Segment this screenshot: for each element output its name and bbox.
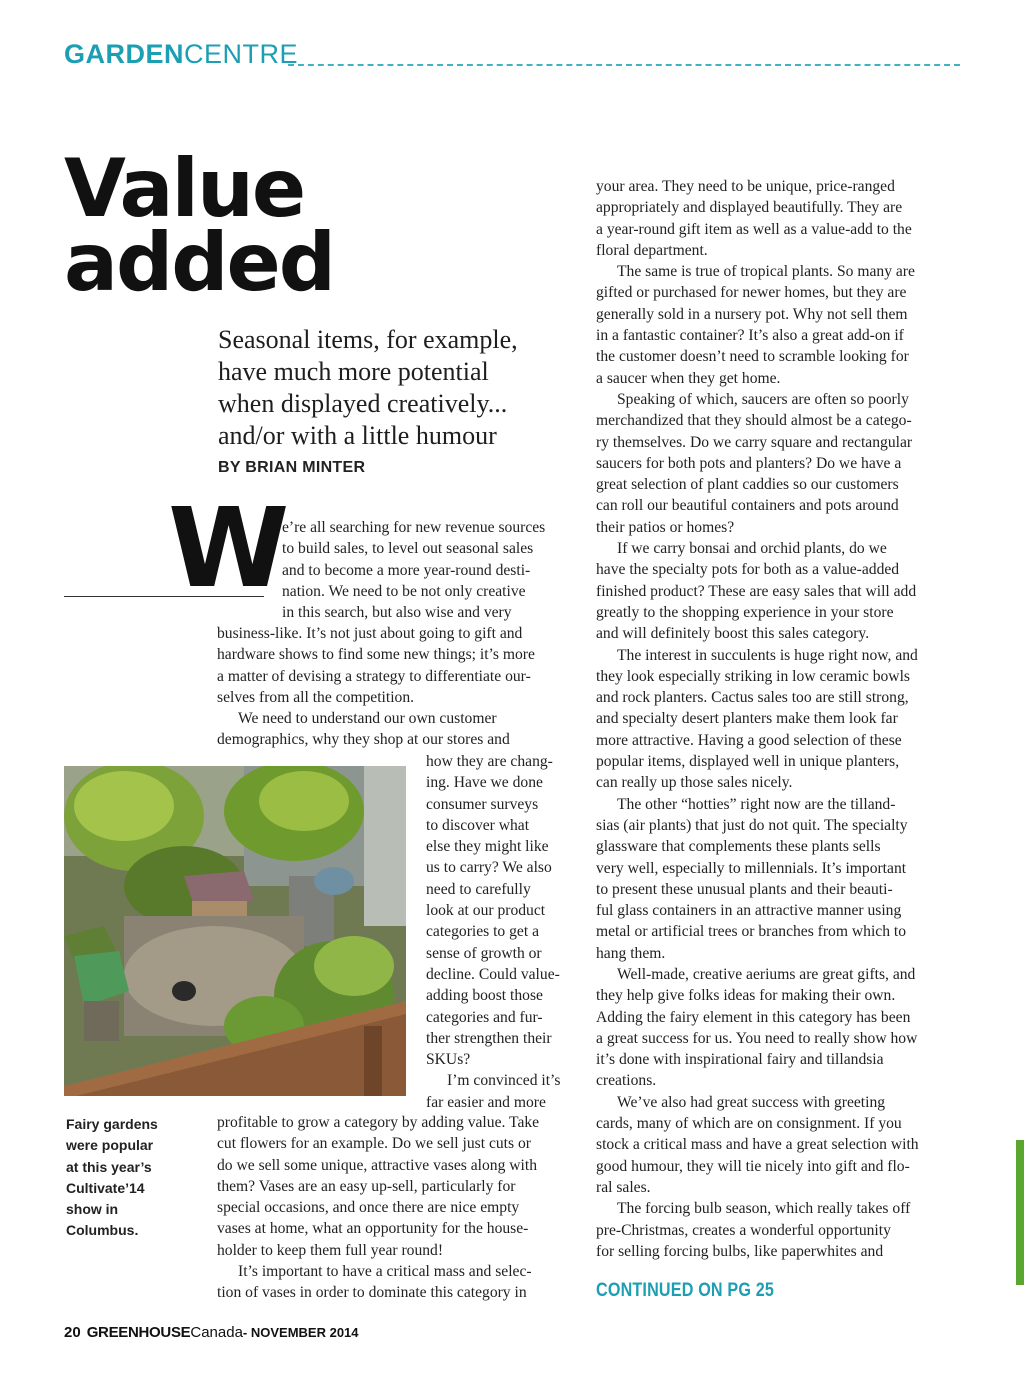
text-line: how they are chang- — [426, 753, 553, 770]
text-line: greatly to the shopping experience in your store — [596, 603, 894, 621]
text-line: stock a critical mass and have a great selection with — [596, 1136, 919, 1154]
text-line: adding boost those — [426, 987, 543, 1005]
text-line: ry themselves. Do we carry square and rectangular — [596, 433, 913, 451]
text-line: they look especially striking in low ceramic bowls — [596, 667, 910, 685]
caption-line: at this year’s — [66, 1158, 152, 1175]
text-line: nation. We need to be not only creative — [282, 582, 526, 600]
text-line: and specialty desert planters make them look far — [596, 710, 898, 728]
text-line: cards, many of which are on consignment. If you — [596, 1115, 902, 1133]
text-line: and rock planters. Cactus sales too are still strong, — [596, 689, 909, 707]
text-line: Adding the fairy element in this category has been — [596, 1008, 911, 1026]
text-line: creations. — [596, 1072, 657, 1090]
text-line: to present these unusual plants and their beauti- — [596, 880, 893, 898]
text-line: need to carefully — [426, 880, 531, 898]
text-line: tion of vases in order to dominate this category in — [217, 1284, 527, 1302]
text-line: sense of growth or — [426, 944, 542, 962]
text-line: and to become a more year-round desti- — [282, 561, 531, 579]
caption-line: Fairy gardens — [66, 1116, 158, 1132]
text-line: for selling forcing bulbs, like paperwhites and — [596, 1242, 884, 1260]
text-line: sias (air plants) that just do not quit. The specialty — [596, 816, 908, 834]
text-line: The other “hotties” right now are the tilland- — [617, 795, 896, 813]
text-line: vases at home, what an opportunity for the house- — [217, 1220, 529, 1238]
text-line: decline. Could value- — [426, 965, 560, 983]
text-line: It’s important to have a critical mass and selec- — [238, 1263, 532, 1281]
text-line: saucers for both pots and planters? Do we have a — [596, 454, 902, 472]
fairy-garden-photo — [64, 766, 406, 1096]
title-line-2: added — [64, 216, 335, 309]
text-line: pre-Christmas, creates a wonderful opportunity — [596, 1221, 891, 1239]
text-line: The same is true of tropical plants. So many are — [617, 263, 915, 281]
caption-line: Cultivate’14 — [66, 1179, 145, 1196]
text-line: consumer surveys — [426, 795, 539, 813]
photo-caption — [66, 1114, 206, 1242]
text-line: ful glass containers in an attractive manner using — [596, 902, 902, 920]
text-line: your area. They need to be unique, price-ranged — [596, 178, 895, 195]
page-edge-tab — [1016, 1140, 1024, 1285]
section-header-light: CENTRE — [184, 39, 299, 69]
text-line: gifted or purchased for newer homes, but they are — [596, 284, 907, 302]
text-line: special occasions, and once there are nice empty — [217, 1199, 520, 1217]
drop-cap-rule — [64, 596, 264, 597]
text-line: in a fantastic container? It’s also a great add-on if — [596, 327, 904, 345]
text-line: glassware that complements these plants sells — [596, 838, 881, 856]
text-line: ral sales. — [596, 1178, 651, 1196]
magazine-name-light: Canada — [190, 1324, 243, 1341]
text-line: have the specialty pots for both as a value-added — [596, 561, 900, 579]
header-dashed-rule — [288, 64, 960, 66]
text-line: to discover what — [426, 816, 530, 834]
text-line: do we sell some unique, attractive vases along with — [217, 1156, 538, 1174]
text-line: they help give folks ideas for making their own. — [596, 987, 896, 1005]
caption-line: show in — [66, 1201, 119, 1218]
text-line: profitable to grow a category by adding value. Take — [217, 1114, 540, 1131]
text-line: floral department. — [596, 241, 708, 259]
deck-line: have much more potential — [218, 357, 489, 386]
fairy-garden-image — [64, 766, 406, 1096]
deck-line: Seasonal items, for example, — [218, 325, 518, 354]
text-line: more attractive. Having a good selection of these — [596, 731, 902, 749]
text-line: the customer doesn’t need to scramble looking for — [596, 348, 909, 366]
text-line: If we carry bonsai and orchid plants, do we — [617, 540, 887, 558]
text-line: The interest in succulents is huge right now, and — [617, 646, 918, 664]
text-line: a great success for us. You need to really show how — [596, 1029, 918, 1047]
column-1-wrap-text — [426, 751, 586, 1113]
text-line: to build sales, to level out seasonal sales — [282, 540, 534, 558]
text-line: a saucer when they get home. — [596, 369, 781, 387]
text-line: I’m convinced it’s — [447, 1072, 561, 1090]
text-line: them? Vases are an easy up-sell, particularly for — [217, 1177, 516, 1195]
title-line-1: Value — [64, 142, 305, 235]
text-line: in this search, but also wise and very — [282, 604, 512, 622]
lead-paragraph — [282, 517, 578, 623]
magazine-name-bold: GREENHOUSE — [86, 1324, 191, 1341]
text-line: metal or artificial trees or branches from which to — [596, 923, 907, 941]
text-line: great selection of plant caddies so our customers — [596, 476, 899, 494]
text-line: hardware shows to find some new things; it’s more — [217, 646, 535, 664]
text-line: holder to keep them full year round! — [217, 1241, 444, 1259]
text-line: hang them. — [596, 944, 666, 962]
text-line: e’re all searching for new revenue sources — [282, 519, 546, 536]
column-2-text — [596, 176, 961, 1262]
text-line: SKUs? — [426, 1051, 471, 1069]
text-line: categories to get a — [426, 923, 540, 941]
text-line: selves from all the competition. — [217, 688, 415, 706]
text-line: their patios or homes? — [596, 518, 735, 536]
byline: BY BRIAN MINTER — [218, 459, 366, 476]
column-1-bottom-text — [217, 1112, 579, 1304]
text-line: We need to understand our own customer — [238, 710, 497, 728]
text-line: appropriately and displayed beautifully. They are — [596, 199, 903, 217]
deck-line: and/or with a little humour — [218, 421, 497, 450]
section-header — [64, 36, 298, 72]
text-line: Well-made, creative aeriums are great gifts, and — [617, 965, 916, 983]
text-line: it’s done with inspirational fairy and tillandsia — [596, 1051, 884, 1069]
text-line: look at our product — [426, 902, 546, 920]
text-line: a matter of devising a strategy to differentiate our- — [217, 667, 531, 685]
text-line: finished product? These are easy sales that will add — [596, 582, 917, 600]
text-line: a year-round gift item as well as a value-add to the — [596, 220, 912, 238]
page-number: 20 — [64, 1324, 81, 1341]
section-header-bold: GARDEN — [64, 39, 185, 69]
continued-link[interactable]: CONTINUED ON PG 25 — [596, 1280, 775, 1301]
column-1-text — [217, 623, 579, 751]
text-line: ing. Have we done — [426, 774, 543, 792]
text-line: demographics, why they shop at our stores and — [217, 731, 510, 749]
deck-line: when displayed creatively... — [218, 389, 508, 418]
text-line: far easier and more — [426, 1093, 546, 1111]
text-line: cut flowers for an example. Do we sell just cuts or — [217, 1135, 531, 1153]
text-line: business-like. It’s not just about going to gift and — [217, 625, 523, 642]
text-line: We’ve also had great success with greeting — [617, 1093, 886, 1111]
page-footer — [64, 1324, 359, 1341]
caption-line: Columbus. — [66, 1222, 139, 1239]
text-line: Speaking of which, saucers are often so poorly — [617, 390, 909, 408]
text-line: can really up those sales nicely. — [596, 774, 793, 792]
text-line: generally sold in a nursery pot. Why not sell them — [596, 305, 908, 323]
article-title — [64, 142, 384, 309]
issue-date: - NOVEMBER 2014 — [242, 1325, 359, 1340]
text-line: can roll our beautiful containers and pots around — [596, 497, 899, 515]
text-line: ther strengthen their — [426, 1029, 552, 1047]
text-line: else they might like — [426, 838, 549, 856]
text-line: popular items, displayed well in unique planters, — [596, 753, 900, 771]
drop-cap: W — [168, 484, 286, 612]
caption-line: were popular — [66, 1137, 154, 1154]
text-line: very well, especially to millennials. It’s important — [596, 859, 907, 877]
text-line: merchandized that they should almost be a catego- — [596, 412, 912, 430]
text-line: us to carry? We also — [426, 859, 552, 877]
text-line: and will definitely boost this sales category. — [596, 625, 870, 643]
text-line: categories and fur- — [426, 1008, 543, 1026]
text-line: good humour, they will tie nicely into gift and flo- — [596, 1157, 910, 1175]
text-line: The forcing bulb season, which really takes off — [617, 1200, 911, 1218]
article-deck — [218, 324, 558, 452]
